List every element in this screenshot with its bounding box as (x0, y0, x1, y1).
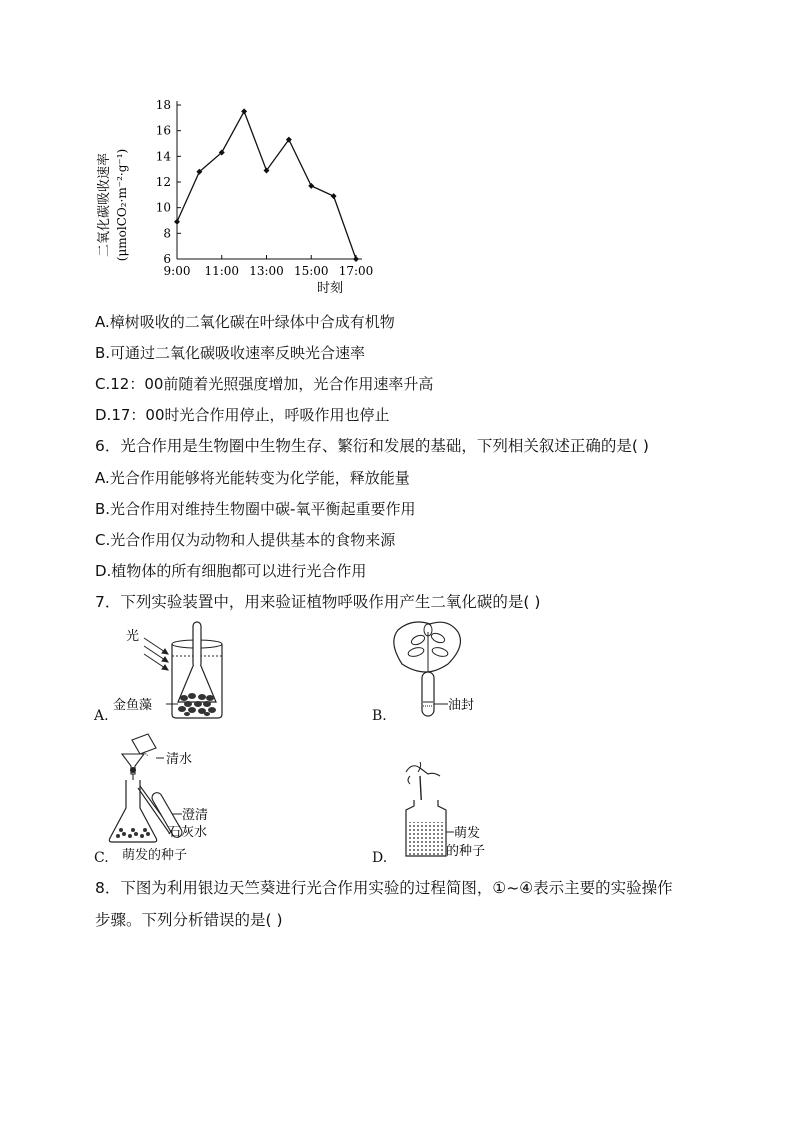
q6-option-c: C.光合作用仅为动物和人提供基本的食物来源 (95, 531, 396, 549)
test-tube-icon (422, 672, 434, 716)
chart-plot-area (156, 98, 374, 278)
chart-y-tick-label: 18 (155, 98, 171, 112)
chart-y-tick-label: 16 (155, 123, 171, 138)
chart-y-tick-label: 14 (155, 149, 171, 164)
figure-c-letter: C. (94, 850, 109, 866)
chart-ylabel: 二氧化碳吸收速率 (97, 152, 112, 258)
figure-d-letter: D. (372, 850, 388, 866)
co2-absorption-chart (90, 92, 390, 302)
test-tube-icon (193, 622, 201, 668)
q6-option-d: D.植物体的所有细胞都可以进行光合作用 (95, 562, 367, 580)
figure-a-algae-apparatus (92, 618, 252, 728)
label-lime-water-1: 澄清 (182, 808, 209, 823)
q8-stem-line1: 8．下图为利用银边天竺葵进行光合作用实验的过程简图，①~④表示主要的实验操作 (95, 879, 673, 897)
label-germinating-2: 的种子 (446, 844, 486, 859)
figure-b-letter: B. (372, 708, 387, 724)
chart-data-point (174, 219, 180, 225)
chart-y-tick-label: 10 (155, 200, 171, 215)
q5-option-a: A.樟树吸收的二氧化碳在叶绿体中合成有机物 (95, 313, 395, 331)
plant-icon (407, 624, 449, 672)
figure-a-letter: A. (94, 708, 109, 724)
chart-xlabel: 时刻 (316, 281, 344, 296)
label-light: 光 (126, 629, 140, 644)
seeds-icon (407, 822, 445, 855)
q8-stem-line2: 步骤。下列分析错误的是( ) (95, 911, 283, 929)
chart-x-tick-label: 13:00 (249, 264, 284, 278)
q5-option-c: C.12：00前随着光照强度增加，光合作用速率升高 (95, 375, 434, 393)
plastic-bag-icon (394, 622, 461, 672)
chart-data-point (308, 183, 314, 189)
q6-stem: 6．光合作用是生物圈中生物生存、繁衍和发展的基础，下列相关叙述正确的是( ) (95, 437, 649, 455)
chart-x-tick-label: 15:00 (293, 264, 329, 278)
label-lime-water-2: 石灰水 (168, 825, 208, 840)
chart-y-tick-label: 12 (155, 175, 171, 189)
light-arrows-icon (144, 638, 168, 670)
label-germinating-1: 萌发 (454, 826, 481, 841)
label-oil-seal: 油封 (448, 698, 475, 713)
q7-stem: 7．下列实验装置中，用来验证植物呼吸作用产生二氧化碳的是( ) (95, 593, 541, 611)
chart-y-tick-label: 6 (163, 252, 171, 266)
chart-x-tick-label: 17:00 (338, 264, 374, 278)
q6-option-a: A.光合作用能够将光能转变为化学能，释放能量 (95, 469, 410, 487)
chart-x-tick-label: 11:00 (204, 264, 240, 278)
chart-data-point (353, 256, 359, 262)
chart-data-point (241, 108, 247, 114)
chart-series-line (177, 111, 356, 259)
chart-y-tick-label: 8 (163, 226, 171, 241)
label-clear-water: 清水 (166, 752, 193, 767)
figure-c-limewater-apparatus (92, 730, 252, 855)
label-germinating-seeds: 萌发的种子 (122, 848, 188, 863)
water-beaker-icon (132, 734, 156, 754)
q5-option-d: D.17：00时光合作用停止，呼吸作用也停止 (95, 406, 390, 424)
flask-icon (109, 780, 156, 842)
chart-x-tick-label: 9:00 (163, 264, 191, 278)
figure-b-oil-seal-apparatus (372, 618, 532, 728)
chart-data-point (331, 193, 337, 199)
q6-option-b: B.光合作用对维持生物圈中碳-氧平衡起重要作用 (95, 500, 416, 518)
chart-ylabel-unit: (μmolCO₂·m⁻²·g⁻¹) (115, 148, 129, 262)
figure-d-seed-jar-apparatus (372, 760, 532, 865)
label-goldfish-algae: 金鱼藻 (113, 698, 153, 713)
hand-icon (406, 766, 440, 776)
q5-option-b: B.可通过二氧化碳吸收速率反映光合速率 (95, 344, 366, 362)
